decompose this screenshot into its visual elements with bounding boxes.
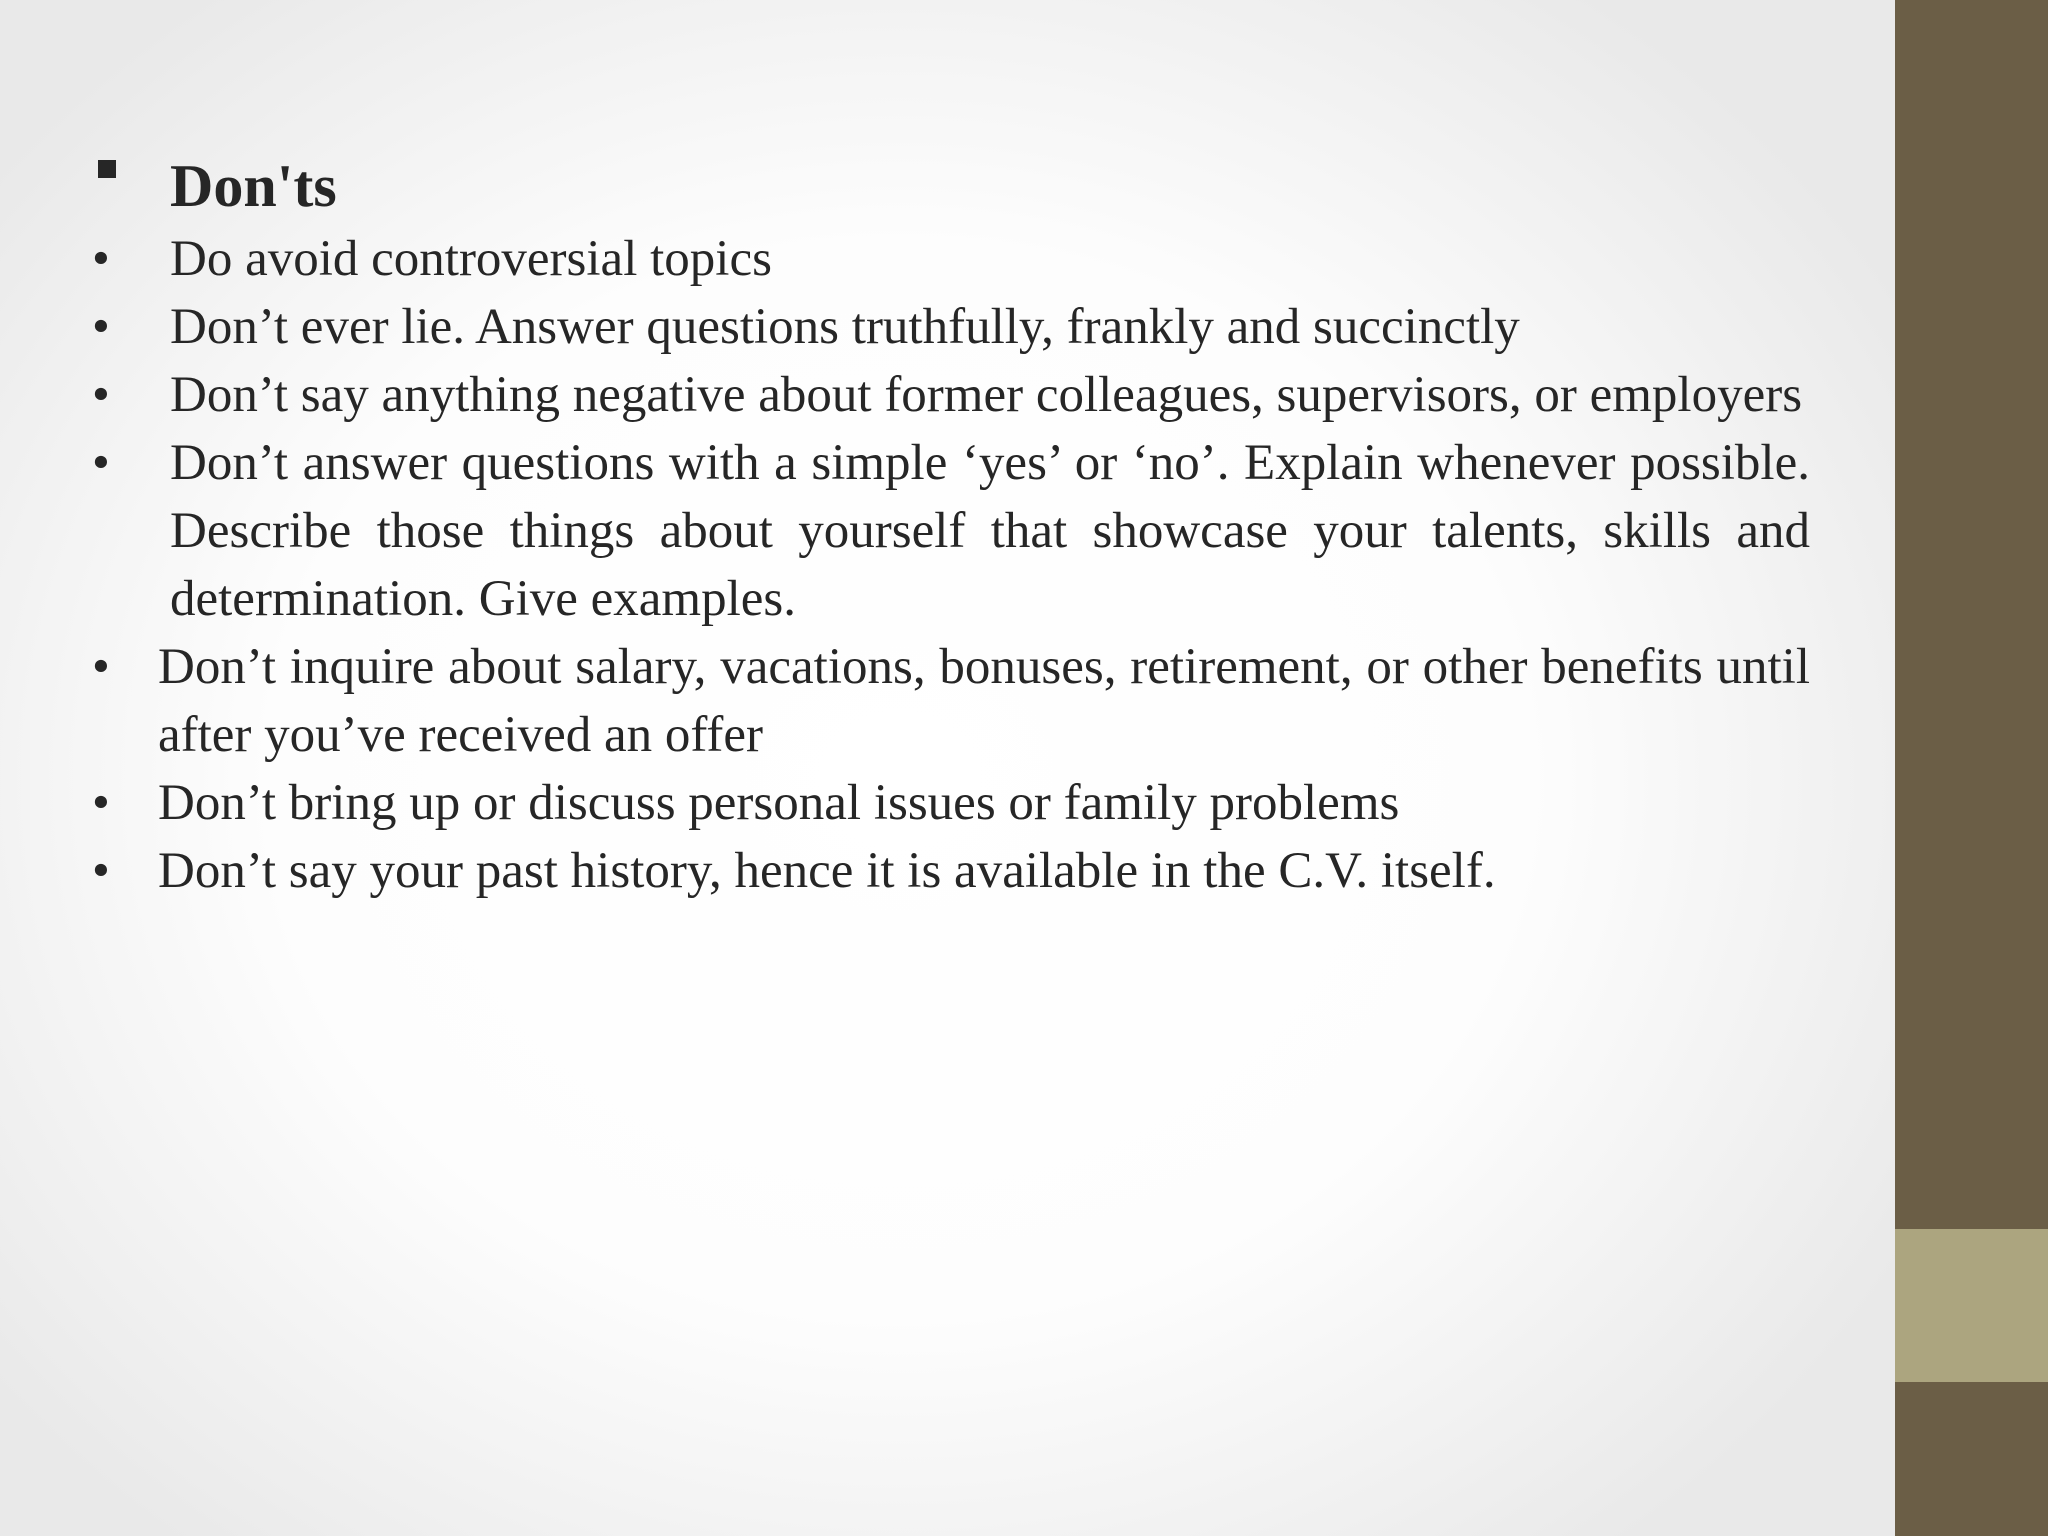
list-item — [88, 837, 1810, 905]
list-item-text: Don’t inquire about salary, vacations, bonuses, retirement, or other benefits until after you’ve received an offer — [158, 639, 1810, 763]
list-item-text: Don’t answer questions with a simple ‘yes’ or ‘no’. Explain whenever possible. Describe those things about yourself that showcase your talents, skills and determination. Give examples. — [170, 435, 1810, 627]
list-item — [88, 769, 1810, 837]
list-item — [88, 293, 1810, 361]
side-decor-accent — [1895, 1229, 2048, 1382]
slide-heading: Don'ts — [170, 153, 337, 219]
bullet-icon: • — [92, 231, 110, 287]
list-item-text: Don’t ever lie. Answer questions truthfully, frankly and succinctly — [170, 299, 1520, 355]
list-item-text: Do avoid controversial topics — [170, 231, 772, 287]
list-item-text: Don’t say your past history, hence it is available in the C.V. itself. — [158, 843, 1496, 899]
bullet-icon: • — [92, 435, 110, 491]
list-item-text: Don’t say anything negative about former colleagues, supervisors, or employers — [170, 367, 1803, 423]
bullet-icon: • — [92, 775, 110, 831]
list-item — [88, 225, 1810, 293]
square-bullet-icon — [88, 138, 170, 206]
slide-content — [88, 138, 1810, 905]
bullet-icon: • — [92, 843, 110, 899]
list-item — [88, 429, 1810, 633]
bullet-icon: • — [92, 639, 110, 695]
heading-row — [88, 138, 1810, 225]
list-item — [88, 361, 1810, 429]
list-item — [88, 633, 1810, 769]
list-item-text: Don’t bring up or discuss personal issues or family problems — [158, 775, 1400, 831]
bullet-icon: • — [92, 367, 110, 423]
bullet-icon: • — [92, 299, 110, 355]
